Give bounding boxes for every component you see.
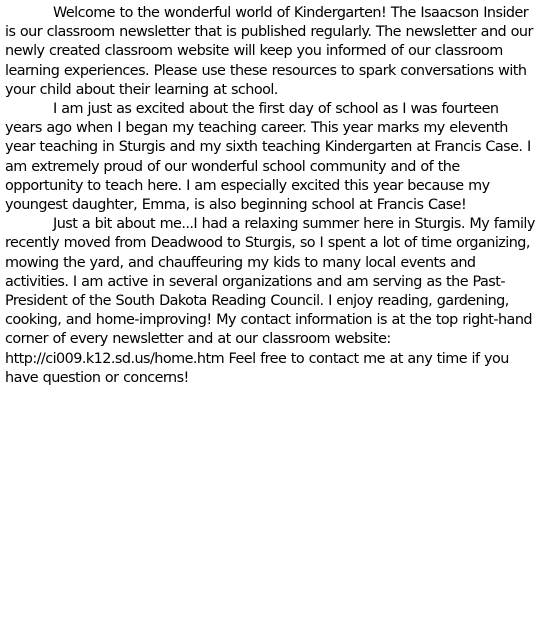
welcome-paragraph: Welcome to the wonderful world of Kindergarten! The Isaacson Insider is our classroom newsletter that is published regularly. The newsletter and our newly created classroom website will keep you informed of our classroom learning experiences. Please use these resources to spark conversations with your child about their learning at school.	[5, 5, 533, 98]
teaching-career-paragraph: I am just as excited about the first day of school as I was fourteen years ago when I began my teaching career. This year marks my eleventh year teaching in Sturgis and my sixth teaching Kindergarten at Francis Case. I am extremely proud of our wonderful school community and of the opportunity to teach here. I am especially excited this year because my youngest daughter, Emma, is also beginning school at Francis Case!	[5, 101, 531, 214]
newsletter-body	[5, 4, 537, 388]
about-me-paragraph: Just a bit about me...I had a relaxing summer here in Sturgis. My family recently moved from Deadwood to Sturgis, so I spent a lot of time organizing, mowing the yard, and chauffeuring my kids to many local events and activities. I am active in several organizations and am serving as the Past- President of the South Dakota Reading Council. I enjoy reading, gardening, cooking, and home-improving! My contact information is at the top right-hand corner of every newsletter and at our classroom website: http://ci009.k12.sd.us/home.htm Feel free to contact me at any time if you have question or concerns!	[5, 216, 535, 386]
